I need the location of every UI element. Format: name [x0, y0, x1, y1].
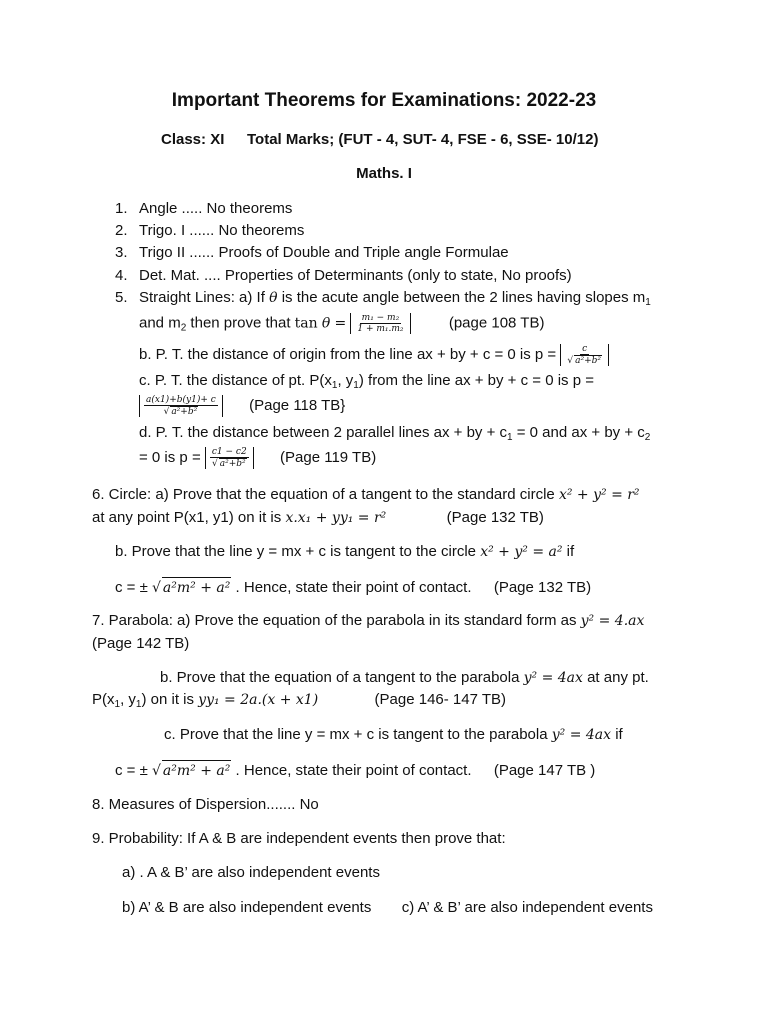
theorem-5b: [139, 344, 609, 366]
sqrt-content: a²m² + a²: [162, 760, 231, 781]
page-reference: (page 108 TB): [448, 314, 545, 332]
page-reference: (Page 118 TB}: [249, 396, 346, 414]
text: c. P. T. the distance of pt. P(x: [139, 372, 332, 389]
page-reference: (Page 142 TB): [92, 635, 190, 652]
item-text: is the acute angle between the 2 lines having slopes m: [281, 289, 646, 306]
item-number: 5.: [115, 289, 128, 306]
equals-sign: =: [334, 315, 347, 332]
fraction-numerator: m₁ − m₂: [361, 313, 400, 323]
abs-value-bracket: [560, 344, 609, 366]
sqrt-content: a²+b²: [575, 356, 601, 366]
fraction-denominator: √ a²+b²: [163, 407, 198, 417]
text: ) on it is: [141, 691, 194, 708]
list-item: [115, 221, 304, 241]
fraction-numerator: a(x1)+b(y1)+ c: [146, 395, 216, 405]
text: = 0 and ax + by + c: [512, 424, 645, 441]
page-title: Important Theorems for Examinations: 2022-23: [171, 90, 597, 111]
math-expression: y² = 4.ax: [580, 613, 645, 629]
subscript: 1: [645, 297, 651, 308]
math-expression: x² + y² = a²: [480, 544, 563, 560]
theorem-5c-line2: [139, 395, 345, 417]
section-8: 8. Measures of Dispersion....... No: [92, 796, 319, 813]
text: and m: [139, 314, 181, 332]
item-number: 1.: [115, 200, 128, 217]
fraction-denominator: √ a²+b²: [567, 356, 601, 366]
text: b. P. T. the distance of origin from the line ax + by + c = 0 is p =: [139, 345, 557, 363]
section-9-c: c) A’ & B’ are also independent events: [401, 899, 653, 916]
text: at any point P(x1, y1) on it is: [92, 509, 282, 526]
list-item: [115, 288, 651, 308]
item-text: Trigo. I ...... No theorems: [139, 222, 305, 239]
abs-value-bracket: [350, 313, 410, 334]
theorem-5d-line1: [139, 423, 650, 443]
sqrt-content: a²+b²: [219, 459, 246, 469]
subscript: 1: [135, 699, 142, 710]
theorem-5c-line1: [139, 371, 594, 391]
sqrt-content: a²m² + a²: [162, 577, 231, 598]
page-reference: (Page 119 TB): [280, 448, 377, 466]
text: c. Prove that the line y = mx + c is tangent to the parabola: [164, 726, 548, 743]
list-item: [115, 266, 572, 286]
theorem-6b-line1: [115, 542, 574, 562]
text: if: [611, 726, 623, 743]
slope-fraction: [355, 313, 405, 334]
theorem-7b-line2: [92, 690, 506, 710]
text: 6. Circle: a) Prove that the equation of a tangent to the standard circle: [92, 486, 555, 503]
theorem-6a-line1: [92, 485, 640, 505]
sqrt-symbol: √: [152, 763, 161, 779]
math-expression: y² = 4ax: [551, 727, 612, 743]
theorem-7c-line2: [115, 760, 595, 781]
math-expression: y² = 4ax: [523, 670, 583, 686]
list-item: [115, 243, 509, 263]
section-9-intro: 9. Probability: If A & B are independent events then prove that:: [92, 830, 506, 847]
text: at any pt.: [582, 669, 649, 686]
text: d. P. T. the distance between 2 parallel lines ax + by + c: [139, 424, 508, 441]
subscript: 2: [644, 432, 651, 443]
total-marks: Total Marks; (FUT - 4, SUT- 4, FSE - 6, SSE- 10/12): [247, 131, 599, 148]
tan-label: tan: [294, 315, 318, 332]
distance-fraction: [144, 395, 218, 417]
theta-symbol: θ: [321, 315, 331, 332]
theorem-6b-line2: [115, 577, 591, 598]
sqrt-symbol: √: [152, 580, 161, 596]
item-number: 2.: [115, 222, 128, 239]
subscript: 1: [507, 432, 513, 443]
theorem-6a-line2: [92, 508, 544, 528]
text: b. Prove that the equation of a tangent to the parabola: [160, 669, 520, 686]
math-expression: yy₁ = 2a.(x + x1): [198, 692, 319, 708]
subscript: 1: [331, 380, 338, 391]
subject-heading: Maths. I: [356, 165, 412, 182]
item-text: Straight Lines: a) If: [139, 289, 265, 306]
distance-fraction: [565, 344, 604, 366]
text: . Hence, state their point of contact.: [235, 579, 472, 596]
subscript: 2: [180, 322, 187, 334]
section-9-b: b) A’ & B are also independent events: [122, 899, 372, 916]
text: c = ±: [115, 579, 148, 596]
fraction-numerator: c: [582, 344, 588, 354]
item-number: 4.: [115, 267, 128, 284]
section-9-a: a) . A & B’ are also independent events: [122, 864, 380, 881]
item-text: Det. Mat. .... Properties of Determinants (only to state, No proofs): [139, 267, 572, 284]
text: then prove that: [186, 314, 295, 332]
page-reference: (Page 147 TB ): [493, 762, 596, 779]
subscript: 1: [353, 380, 359, 391]
text: if: [562, 543, 575, 560]
theorem-7b-line1: [160, 668, 649, 688]
class-label: Class: XI: [161, 131, 225, 148]
item-text: Trigo II ...... Proofs of Double and Triple angle Formulae: [139, 244, 509, 261]
text: b. Prove that the line y = mx + c is tangent to the circle: [115, 543, 477, 560]
text: c = ±: [115, 762, 148, 779]
text: 7. Parabola: a) Prove the equation of the parabola in its standard form as: [92, 612, 577, 629]
section-9-bc: [122, 898, 653, 918]
math-expression: x.x₁ + yy₁ = r²: [285, 510, 387, 526]
sqrt-content: a²+b²: [171, 407, 198, 417]
item-number: 3.: [115, 244, 128, 261]
list-item: [115, 199, 292, 219]
text: , y: [120, 691, 136, 708]
theorem-7c-line1: [164, 725, 623, 745]
text: ) from the line ax + by + c = 0 is p =: [358, 372, 594, 389]
distance-fraction: [210, 447, 249, 469]
fraction-numerator: c1 − c2: [211, 447, 247, 457]
page-reference: (Page 146- 147 TB): [374, 691, 507, 708]
fraction-denominator: 1 + m₁.m₂: [357, 324, 404, 334]
theorem-7a-line1: [92, 611, 644, 631]
item-text: Angle ..... No theorems: [139, 200, 293, 217]
theta-symbol: θ: [269, 290, 278, 306]
page-reference: (Page 132 TB): [446, 509, 544, 526]
theorem-5a-line2: [139, 313, 544, 334]
abs-value-bracket: [139, 395, 223, 417]
text: , y: [337, 372, 354, 389]
fraction-denominator: √ a²+b²: [211, 459, 246, 469]
text: = 0 is p =: [139, 448, 201, 466]
text: P(x: [92, 691, 115, 708]
subscript: 1: [114, 699, 121, 710]
abs-value-bracket: [205, 447, 254, 469]
math-expression: x² + y² = r²: [558, 487, 640, 503]
page-reference: (Page 132 TB): [493, 579, 592, 596]
theorem-5d-line2: [139, 447, 376, 469]
text: . Hence, state their point of contact.: [235, 762, 472, 779]
